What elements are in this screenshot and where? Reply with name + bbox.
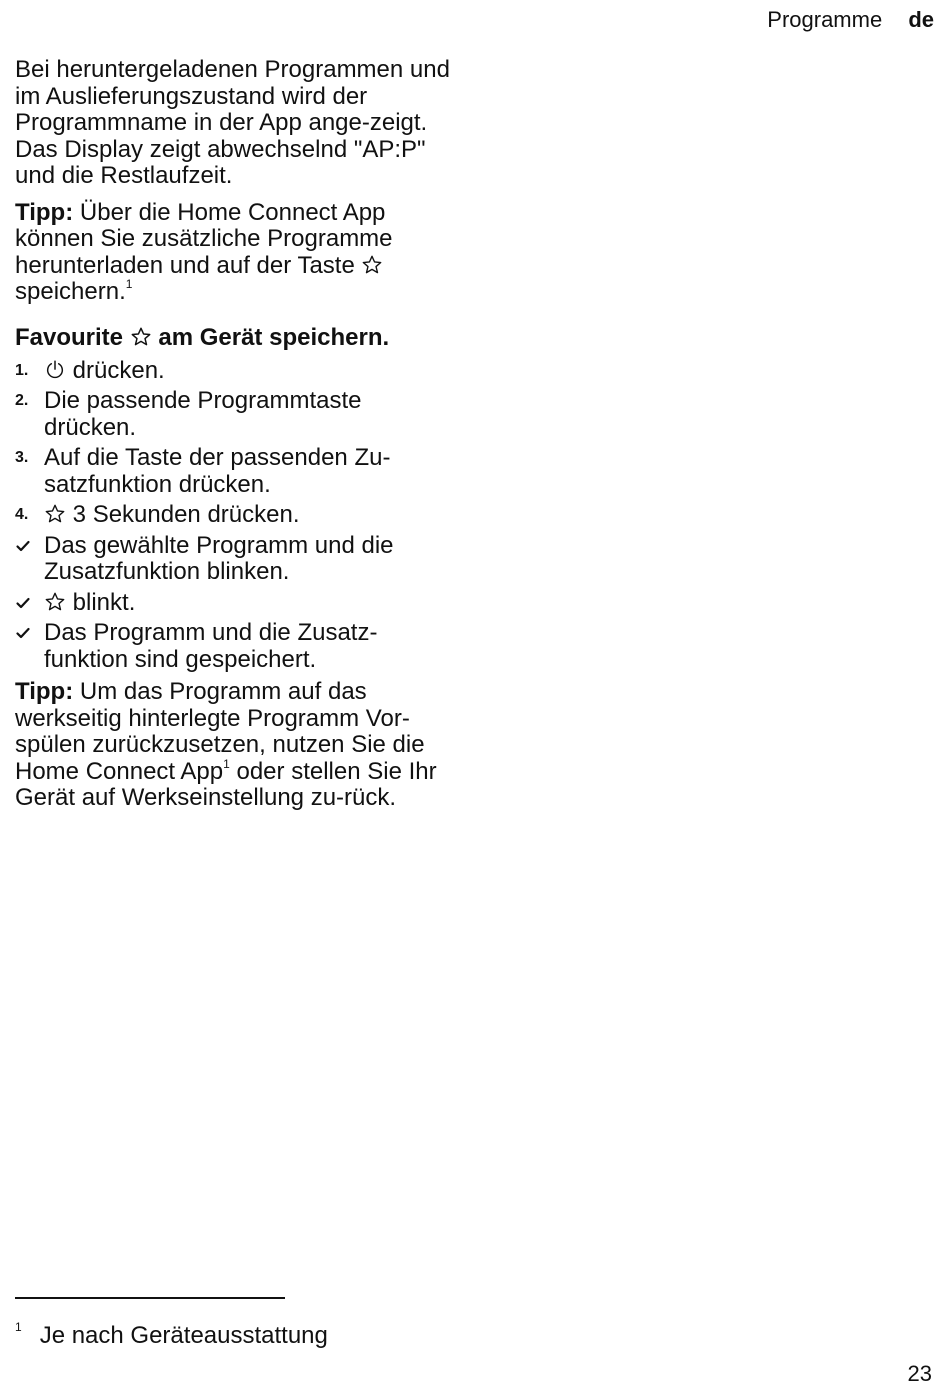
step-item bbox=[15, 502, 455, 529]
result-item bbox=[15, 590, 455, 617]
footnote-ref: 1 bbox=[125, 277, 133, 291]
step-number: 2. bbox=[15, 392, 29, 409]
check-icon bbox=[15, 590, 31, 617]
check-icon bbox=[15, 533, 31, 560]
step-item bbox=[15, 445, 455, 498]
result-item bbox=[15, 533, 455, 586]
footnote-mark: 1 bbox=[15, 1320, 22, 1334]
section-heading bbox=[15, 324, 455, 352]
result-text: Das gewählte Programm und die Zusatzfunktion blinken. bbox=[44, 531, 394, 585]
star-icon bbox=[361, 254, 383, 276]
footnote-text: Je nach Geräteausstattung bbox=[39, 1322, 328, 1349]
tip-paragraph-1 bbox=[15, 200, 455, 306]
tip-text-continued: oder stellen Sie Ihr Gerät auf Werkseinstellung zu-rück. bbox=[15, 757, 437, 811]
step-number: 3. bbox=[15, 449, 29, 466]
step-text: Auf die Taste der passenden Zu-satzfunktion drücken. bbox=[44, 444, 391, 498]
star-icon bbox=[130, 326, 152, 348]
intro-paragraph: Bei heruntergeladenen Programmen und im Auslieferungszustand wird der Programmname in der App ange-zeigt. Das Display zeigt abwechselnd "AP:P" und die Restlaufzeit. bbox=[15, 56, 450, 189]
star-icon bbox=[44, 591, 66, 613]
tip-label: Tipp: bbox=[15, 678, 74, 705]
step-item bbox=[15, 358, 455, 385]
section-title: Programme bbox=[767, 7, 883, 32]
star-icon bbox=[44, 503, 66, 525]
tip-label: Tipp: bbox=[15, 198, 74, 226]
language-code: de bbox=[908, 7, 934, 32]
step-number: 1. bbox=[15, 361, 29, 379]
page-number: 23 bbox=[907, 1361, 932, 1386]
tip-text: Über die Home Connect App können Sie zusätzliche Programme herunterladen und auf der Taste bbox=[15, 198, 393, 279]
step-number: 4. bbox=[15, 506, 29, 523]
tip-text-end: speichern. bbox=[15, 278, 126, 305]
step-item bbox=[15, 388, 455, 441]
result-item bbox=[15, 620, 455, 673]
page-header bbox=[767, 6, 934, 34]
footnote-divider bbox=[15, 1297, 285, 1299]
step-text: drücken. bbox=[72, 356, 165, 384]
heading-text-after: am Gerät speichern. bbox=[158, 323, 390, 351]
step-text: 3 Sekunden drücken. bbox=[72, 501, 300, 528]
check-icon bbox=[15, 620, 31, 647]
result-text: Das Programm und die Zusatz-funktion sind gespeichert. bbox=[44, 619, 378, 673]
footnote-ref: 1 bbox=[223, 756, 230, 771]
footnote bbox=[15, 1313, 328, 1350]
heading-text-before: Favourite bbox=[15, 323, 124, 351]
result-text: blinkt. bbox=[72, 588, 136, 616]
tip-text: Um das Programm auf das werkseitig hinterlegte Programm Vor-spülen zurückzusetzen, nutzen Sie die Home Connect App bbox=[15, 678, 425, 785]
content-column bbox=[15, 57, 455, 812]
tip-paragraph-2 bbox=[15, 679, 455, 812]
power-icon bbox=[44, 359, 66, 381]
step-text: Die passende Programmtaste drücken. bbox=[44, 387, 362, 441]
